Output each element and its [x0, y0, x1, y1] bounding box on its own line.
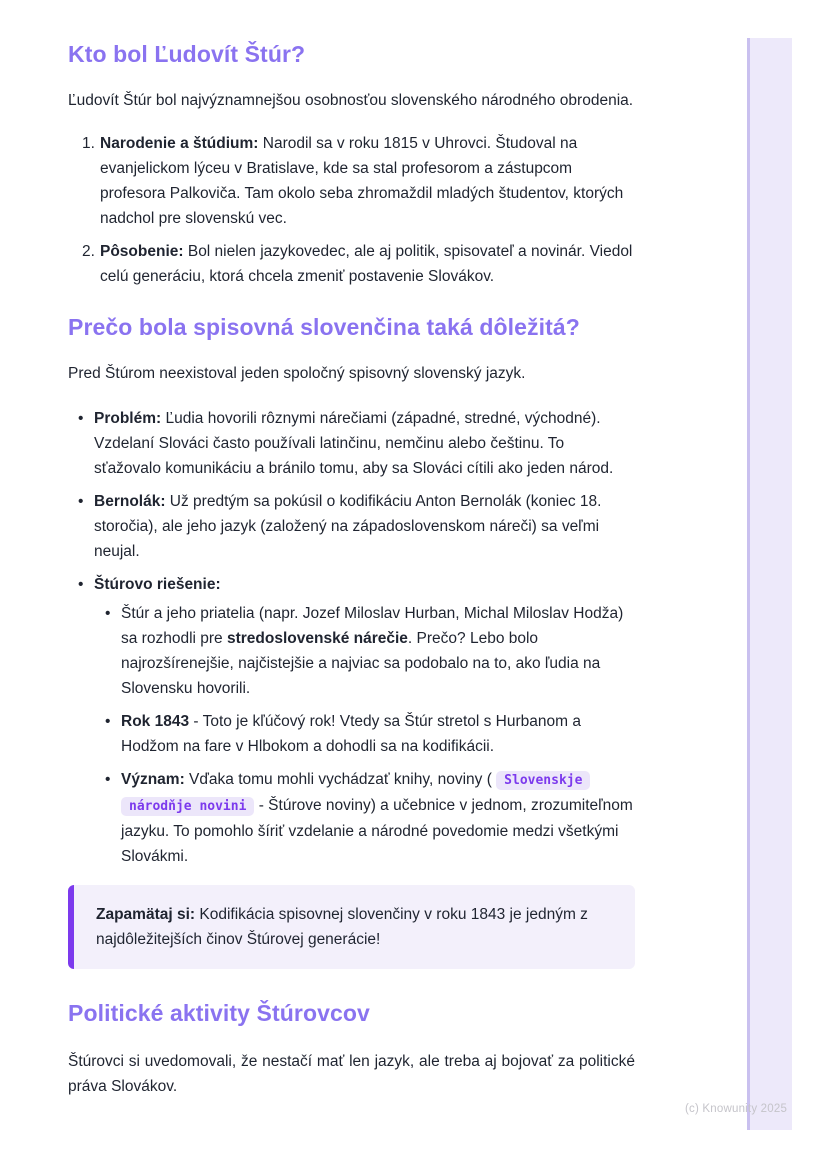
list-item-narecie	[94, 601, 635, 701]
list-item-narodenie	[68, 131, 635, 231]
list-item-text: Vďaka tomu mohli vychádzať knihy, noviny (	[184, 771, 497, 788]
section-paragraph: Pred Štúrom neexistoval jeden spoločný spisovný slovenský jazyk.	[68, 365, 526, 382]
list-item-text: Ľudia hovorili rôznymi nárečiami (západné, stredné, východné). Vzdelaní Slováci často používali latinčinu, nemčinu alebo češtinu. To sťažovalo komunikáciu a bránilo tomu, aby sa Slováci cítili ako jeden národ.	[94, 410, 614, 477]
nested-bullet-list	[94, 601, 635, 869]
bullet-icon: •	[78, 493, 84, 510]
bullet-icon: •	[78, 410, 84, 427]
list-item-vyznam	[94, 767, 635, 869]
document-content	[68, 0, 635, 1099]
copyright-footer: (c) Knowunity 2025	[685, 1103, 788, 1115]
list-item-posobenie	[68, 239, 635, 289]
list-item-lead: Pôsobenie:	[100, 243, 184, 260]
list-item-emphasis: stredoslovenské nárečie	[226, 630, 408, 647]
callout-body: Kodifikácia spisovnej slovenčiny v roku 1843 je jedným z najdôležitejších činov Štúrovej generácie!	[96, 906, 588, 948]
list-item-text: . Prečo? Lebo bolo najrozšírenejšie, najčistejšie a najviac sa podobalo na to, ako ľudia na Slovensku hovorili.	[121, 630, 601, 697]
list-item-text: Bol nielen jazykovedec, ale aj politik, spisovateľ a novinár. Viedol celú generáciu, ktorá chcela zmeniť postavenie Slovákov.	[100, 243, 633, 285]
list-item-lead: Význam:	[121, 771, 185, 788]
bullet-icon: •	[105, 605, 111, 622]
callout-text	[96, 902, 611, 952]
list-item-bernolak	[68, 489, 635, 564]
remember-callout	[68, 885, 635, 969]
list-item-lead: Štúrovo riešenie:	[94, 576, 221, 593]
list-item-lead: Narodenie a štúdium:	[100, 135, 259, 152]
bullet-icon: •	[105, 713, 111, 730]
section-heading-kto-bol-ludovit-stur: Kto bol Ľudovít Štúr?	[68, 41, 306, 67]
list-item-text: Štúr a jeho priatelia (napr. Jozef Miloslav Hurban, Michal Miloslav Hodža) sa rozhodli pre	[121, 605, 624, 647]
inline-code-slovenskje-narodnje-novini: Slovenskje národňje novini	[121, 771, 590, 816]
list-item-text: Už predtým sa pokúsil o kodifikáciu Anton Bernolák (koniec 18. storočia), ale jeho jazyk (založený na západoslovenskom náreči) sa veľmi neujal.	[94, 493, 602, 560]
list-item-text: - Toto je kľúčový rok! Vtedy sa Štúr stretol s Hurbanom a Hodžom na fare v Hlbokom a dohodli sa na kodifikácii.	[121, 713, 581, 755]
list-item-lead: Bernolák:	[94, 493, 166, 510]
numbered-list	[68, 131, 635, 289]
list-item-text: Narodil sa v roku 1815 v Uhrovci. Študoval na evanjelickom lýceu v Bratislave, kde sa stal profesorom a zástupcom profesora Palkoviča. Tam okolo seba zhromaždil mladých študentov, ktorých nadchol pre slovenskú vec.	[100, 135, 624, 227]
section-heading-politicke-aktivity: Politické aktivity Štúrovcov	[68, 1000, 370, 1026]
list-number: 1.	[82, 135, 95, 152]
section-heading-preco-bola-slovencina-dolezita: Prečo bola spisovná slovenčina taká dôležitá?	[68, 314, 580, 340]
bullet-icon: •	[78, 576, 84, 593]
list-item-lead: Rok 1843	[121, 713, 190, 730]
list-item-lead: Problém:	[94, 410, 162, 427]
list-number: 2.	[82, 243, 95, 260]
bullet-list	[68, 406, 635, 869]
page-edge-strip	[747, 38, 792, 1130]
list-item-problem	[68, 406, 635, 481]
list-item-text: - Štúrove noviny) a učebnice v jednom, zrozumiteľnom jazyku. To pomohlo šíriť vzdelanie a národné povedomie medzi všetkými Slovákmi.	[121, 797, 633, 865]
bullet-icon: •	[105, 771, 111, 788]
callout-lead: Zapamätaj si:	[96, 906, 196, 923]
list-item-sturovo-riesenie	[68, 572, 635, 869]
closing-paragraph: Štúrovci si uvedomovali, že nestačí mať len jazyk, ale treba aj bojovať za politické práva Slovákov.	[68, 1053, 635, 1095]
list-item-rok-1843	[94, 709, 635, 759]
intro-paragraph: Ľudovít Štúr bol najvýznamnejšou osobnosťou slovenského národného obrodenia.	[68, 92, 634, 109]
